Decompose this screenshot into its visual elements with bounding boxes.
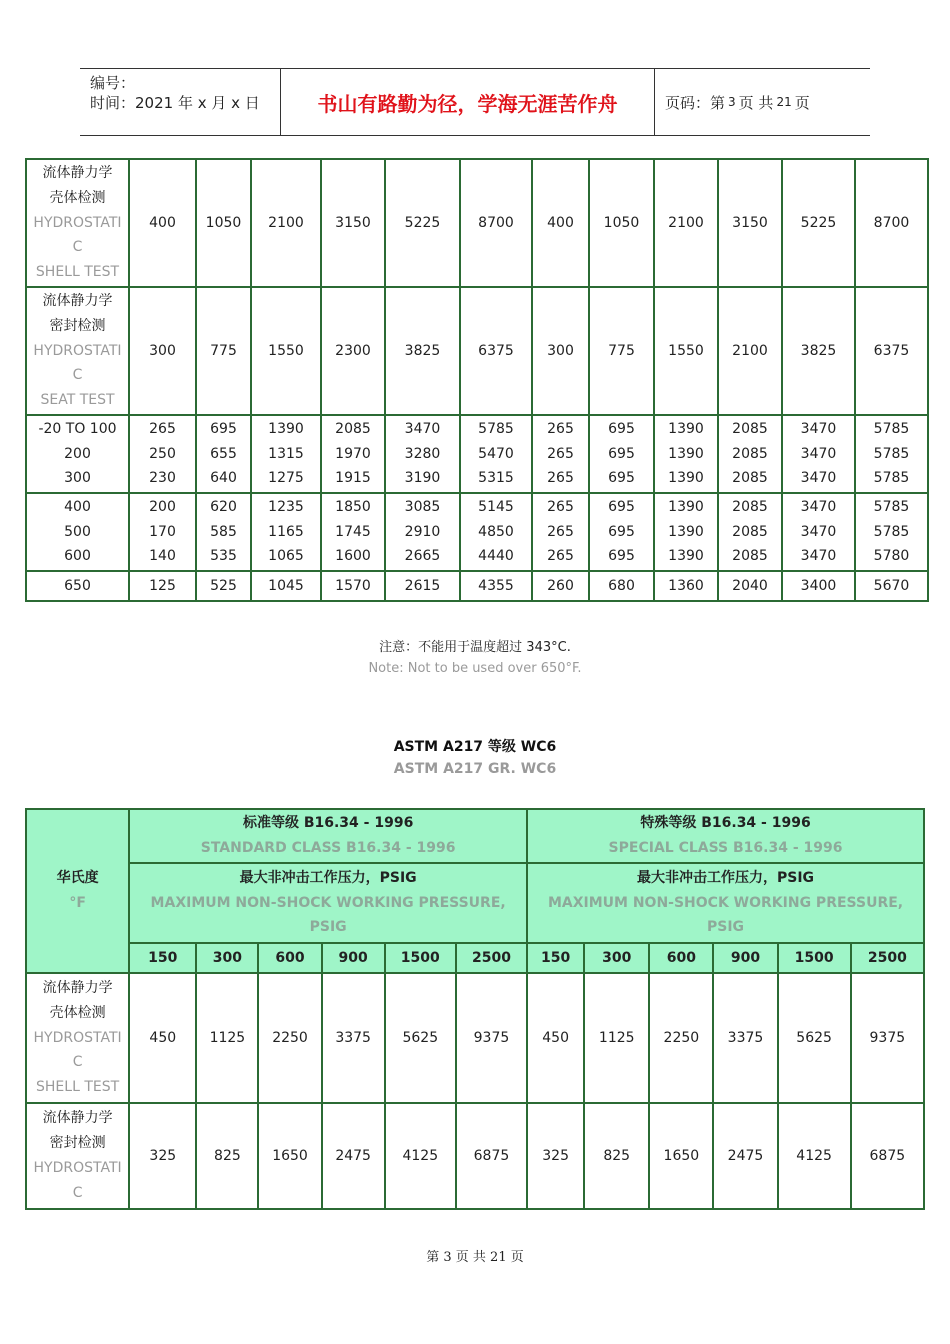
value: 250 [149, 445, 176, 462]
value-cell: 3825 [386, 288, 461, 416]
row-label-line: SEAT TEST [40, 392, 115, 409]
table-row [27, 160, 927, 288]
row-label-line: C [72, 1184, 83, 1201]
value: 170 [149, 523, 176, 540]
class-header-cell: 1500 [779, 944, 852, 974]
value: 1850 [335, 498, 371, 515]
value: 1390 [668, 498, 704, 515]
value-cell [590, 494, 655, 572]
value-cell [197, 494, 252, 572]
table2-title-cn: ASTM A217 等级 WC6 [393, 739, 557, 755]
row-label-line: SHELL TEST [35, 264, 120, 281]
class-header-cell: 600 [259, 944, 322, 974]
value-cell: 1360 [655, 572, 719, 600]
temp-value: 400 [64, 498, 91, 515]
row-label-line: 流体静力学 [42, 165, 113, 181]
value: 640 [210, 470, 237, 487]
value: 3470 [800, 445, 837, 462]
row-label-line: SHELL TEST [36, 1079, 120, 1096]
class-header-cell: 600 [650, 944, 714, 974]
value-cell [322, 494, 386, 572]
value-cell: 6375 [461, 288, 533, 416]
row-label-line: 流体静力学 [42, 1110, 113, 1127]
value-cell: 525 [197, 572, 252, 600]
value: 1390 [668, 523, 704, 540]
value-cell: 3375 [714, 974, 778, 1104]
value-cell: 6875 [457, 1104, 528, 1208]
value-cell: 2250 [650, 974, 714, 1104]
page-number: 3 [728, 95, 736, 109]
value-cell [590, 416, 655, 494]
value: 3470 [800, 470, 837, 487]
value: 2085 [732, 548, 768, 565]
pressure-header-en: MAXIMUM NON-SHOCK WORKING PRESSURE, PSIG [547, 894, 904, 936]
value: 1390 [668, 420, 704, 437]
value: 1390 [668, 548, 704, 565]
value-cell [252, 416, 322, 494]
value: 5315 [478, 470, 514, 487]
value-cell: 325 [130, 1104, 197, 1208]
doc-number-label: 编号： [90, 74, 136, 92]
row-label-line: 流体静力学 [42, 980, 113, 996]
value-cell: 125 [130, 572, 197, 600]
doc-time-label: 时间：2021 年 x 月 x 日 [90, 94, 260, 112]
value-cell: 400 [130, 160, 197, 288]
pressure-header-cn: 最大非冲击工作压力，PSIG [239, 869, 417, 886]
value-cell [783, 494, 856, 572]
value-cell: 2040 [719, 572, 783, 600]
value: 200 [149, 498, 176, 515]
value: 5780 [873, 548, 910, 565]
value: 1600 [335, 548, 371, 565]
value: 2085 [335, 420, 371, 437]
pressure-header-en: MAXIMUM NON-SHOCK WORKING PRESSURE, PSIG [150, 894, 506, 936]
value: 3085 [404, 498, 441, 515]
value-cell: 5225 [783, 160, 856, 288]
special-class-en: SPECIAL CLASS B16.34 - 1996 [608, 840, 843, 856]
temp-cell [27, 494, 130, 572]
value: 3470 [404, 420, 441, 437]
value: 4440 [478, 548, 514, 565]
header-motto: 书山有路勤为径，学海无涯苦作舟 [281, 69, 655, 135]
value: 1275 [268, 470, 304, 487]
temp-cell: 650 [27, 572, 130, 600]
value-cell: 3825 [783, 288, 856, 416]
value: 265 [149, 420, 176, 437]
value-cell [856, 416, 927, 494]
value-cell: 3150 [719, 160, 783, 288]
value-cell [130, 416, 197, 494]
value: 265 [547, 445, 574, 462]
value: 5470 [478, 445, 514, 462]
value-cell [197, 416, 252, 494]
value: 1065 [268, 548, 304, 565]
row-label-line: 密封检测 [49, 317, 106, 334]
value: 5785 [873, 498, 910, 515]
value-cell [719, 494, 783, 572]
class-header-row [27, 944, 923, 974]
row-label [27, 1104, 130, 1208]
value-cell: 1125 [197, 974, 259, 1104]
value-cell [719, 416, 783, 494]
value-cell: 825 [197, 1104, 259, 1208]
table-row [27, 974, 923, 1104]
value-cell: 2300 [322, 288, 386, 416]
value-cell [386, 416, 461, 494]
value-cell [461, 416, 533, 494]
value: 5785 [873, 523, 910, 540]
value: 695 [608, 498, 635, 515]
row-label-line: 壳体检测 [49, 1004, 106, 1021]
row-label-line: C [72, 239, 83, 256]
value-cell: 8700 [461, 160, 533, 288]
table-row [27, 494, 927, 572]
row-label-line: 壳体检测 [49, 189, 106, 206]
value-cell: 2615 [386, 572, 461, 600]
value-cell: 2100 [252, 160, 322, 288]
value-cell: 1650 [650, 1104, 714, 1208]
table-row [27, 1104, 923, 1208]
value: 695 [608, 445, 635, 462]
value: 3280 [404, 445, 441, 462]
value: 655 [210, 445, 237, 462]
value: 265 [547, 548, 574, 565]
value: 1315 [268, 445, 304, 462]
value: 1390 [268, 420, 304, 437]
value: 265 [547, 420, 574, 437]
value-cell: 2100 [719, 288, 783, 416]
value-cell: 2475 [323, 1104, 386, 1208]
class-header-cell: 300 [197, 944, 259, 974]
value-cell: 680 [590, 572, 655, 600]
value-cell: 775 [590, 288, 655, 416]
page-mid: 页 共 [738, 93, 774, 112]
value: 3190 [404, 470, 441, 487]
value-cell: 9375 [457, 974, 528, 1104]
header-meta [80, 69, 281, 135]
value-cell: 1550 [252, 288, 322, 416]
special-class-cn: 特殊等级 B16.34 - 1996 [640, 815, 811, 832]
value-cell [533, 416, 590, 494]
value-cell [655, 494, 719, 572]
value-cell: 300 [130, 288, 197, 416]
page-total: 21 [776, 95, 792, 109]
value-cell [461, 494, 533, 572]
value-cell [386, 494, 461, 572]
pressure-header-special [528, 864, 923, 944]
value: 1390 [668, 470, 704, 487]
value-cell: 6375 [856, 288, 927, 416]
page-prefix: 页码：第 [665, 93, 726, 112]
value-cell: 3400 [783, 572, 856, 600]
value-cell: 1050 [590, 160, 655, 288]
value: 5785 [873, 420, 910, 437]
value-cell: 5670 [873, 577, 910, 594]
value-cell [655, 416, 719, 494]
value-cell: 1050 [197, 160, 252, 288]
value: 3470 [800, 420, 837, 437]
value: 695 [608, 548, 635, 565]
value-cell: 2475 [714, 1104, 778, 1208]
value: 1390 [668, 445, 704, 462]
value: 2085 [732, 445, 768, 462]
value-cell: 1550 [655, 288, 719, 416]
value-cell: 5625 [386, 974, 457, 1104]
value: 1165 [268, 523, 304, 540]
value-cell: 400 [533, 160, 590, 288]
note-en: Note: Not to be used over 650°F. [368, 661, 582, 676]
class-header-cell: 150 [130, 944, 197, 974]
class-header-cell: 1500 [386, 944, 457, 974]
standard-class-en: STANDARD CLASS B16.34 - 1996 [200, 840, 456, 856]
value-cell: 825 [585, 1104, 650, 1208]
value-cell: 775 [197, 288, 252, 416]
value-cell [252, 494, 322, 572]
value-cell: 1570 [322, 572, 386, 600]
page-header [80, 68, 870, 136]
pressure-header-cn: 最大非冲击工作压力，PSIG [637, 869, 815, 886]
value-cell: 300 [533, 288, 590, 416]
value-cell: 3150 [322, 160, 386, 288]
value-cell: 450 [130, 974, 197, 1104]
value: 1970 [335, 445, 371, 462]
class-header-cell: 900 [714, 944, 778, 974]
value: 265 [547, 498, 574, 515]
value-cell: 260 [533, 572, 590, 600]
value-cell: 5625 [779, 974, 852, 1104]
table-row [27, 288, 927, 416]
class-header-cell: 2500 [457, 944, 528, 974]
value: 1235 [268, 498, 304, 515]
value: 2910 [404, 523, 441, 540]
temp-header-en: °F [69, 895, 86, 911]
special-class-header [528, 810, 923, 864]
value: 695 [608, 470, 635, 487]
temp-value: 500 [64, 523, 91, 540]
row-label-line: 密封检测 [49, 1135, 106, 1152]
row-label-line: HYDROSTATI [33, 1160, 122, 1176]
value-cell: 450 [528, 974, 585, 1104]
value: 5145 [478, 498, 514, 515]
value: 695 [608, 420, 635, 437]
class-header-cell: 2500 [852, 944, 923, 974]
standard-class-header [130, 810, 528, 864]
row-label-line: HYDROSTATI [33, 342, 122, 359]
value-cell: 4125 [386, 1104, 457, 1208]
value: 4850 [478, 523, 514, 540]
temp-header-cn: 华氏度 [56, 870, 99, 887]
temp-header [27, 810, 130, 974]
value-cell: 2250 [259, 974, 322, 1104]
class-header-cell: 150 [528, 944, 585, 974]
value-cell: 9375 [852, 974, 923, 1104]
note-cn: 注意：不能用于温度超过 343°C. [379, 640, 571, 655]
header-page-info [655, 69, 870, 135]
value-cell [322, 416, 386, 494]
class-header-cell: 300 [585, 944, 650, 974]
row-label [27, 288, 130, 416]
value-cell: 6875 [869, 1148, 906, 1165]
value-cell: 8700 [856, 160, 927, 288]
value: 265 [547, 523, 574, 540]
row-label-line: C [72, 367, 83, 384]
temp-value: 600 [64, 548, 91, 565]
value-cell: 325 [528, 1104, 585, 1208]
value-cell [856, 494, 927, 572]
value: 5785 [478, 420, 514, 437]
row-label-line: 流体静力学 [42, 293, 113, 309]
value: 2665 [404, 548, 441, 565]
value: 3470 [800, 523, 837, 540]
page-suffix: 页 [794, 93, 810, 112]
value: 230 [149, 470, 176, 487]
value-cell: 1125 [585, 974, 650, 1104]
pressure-table-2 [25, 808, 925, 1210]
value: 3470 [800, 548, 837, 565]
row-label-line: HYDROSTATI [33, 1029, 122, 1046]
row-label [27, 160, 130, 288]
pressure-header-standard [130, 864, 528, 944]
value-cell [130, 494, 197, 572]
value: 140 [149, 548, 176, 565]
value: 2085 [732, 498, 768, 515]
value: 1915 [335, 470, 371, 487]
temp-value: 200 [64, 445, 91, 462]
table-row [27, 572, 927, 600]
temp-value: -20 TO 100 [38, 420, 117, 437]
pressure-table-1 [25, 158, 929, 602]
value-cell [533, 494, 590, 572]
value-cell: 1045 [252, 572, 322, 600]
value: 695 [210, 420, 237, 437]
value-cell: 3375 [323, 974, 386, 1104]
value-cell: 2100 [655, 160, 719, 288]
value-cell: 1650 [259, 1104, 322, 1208]
row-label [27, 974, 130, 1104]
value: 5785 [873, 470, 910, 487]
value: 265 [547, 470, 574, 487]
temp-cell [27, 416, 130, 494]
value: 535 [210, 548, 237, 565]
value-cell: 4355 [461, 572, 533, 600]
row-label-line: HYDROSTATI [33, 214, 122, 231]
row-label-line: C [72, 1054, 83, 1071]
value: 3470 [800, 498, 837, 515]
value: 695 [608, 523, 635, 540]
value: 2085 [732, 420, 768, 437]
table2-title-en: ASTM A217 GR. WC6 [393, 761, 557, 777]
table-row [27, 416, 927, 494]
value-cell [783, 416, 856, 494]
value: 2085 [732, 470, 768, 487]
value-cell: 4125 [779, 1104, 852, 1208]
page-footer: 第 3 页 共 21 页 [426, 1250, 524, 1265]
value-cell: 5225 [386, 160, 461, 288]
temp-value: 300 [64, 470, 91, 487]
standard-class-cn: 标准等级 B16.34 - 1996 [242, 815, 414, 832]
value: 1745 [335, 523, 371, 540]
class-header-cell: 900 [323, 944, 386, 974]
value: 2085 [732, 523, 768, 540]
value: 620 [210, 498, 237, 515]
value: 5785 [873, 445, 910, 462]
value: 585 [210, 523, 237, 540]
